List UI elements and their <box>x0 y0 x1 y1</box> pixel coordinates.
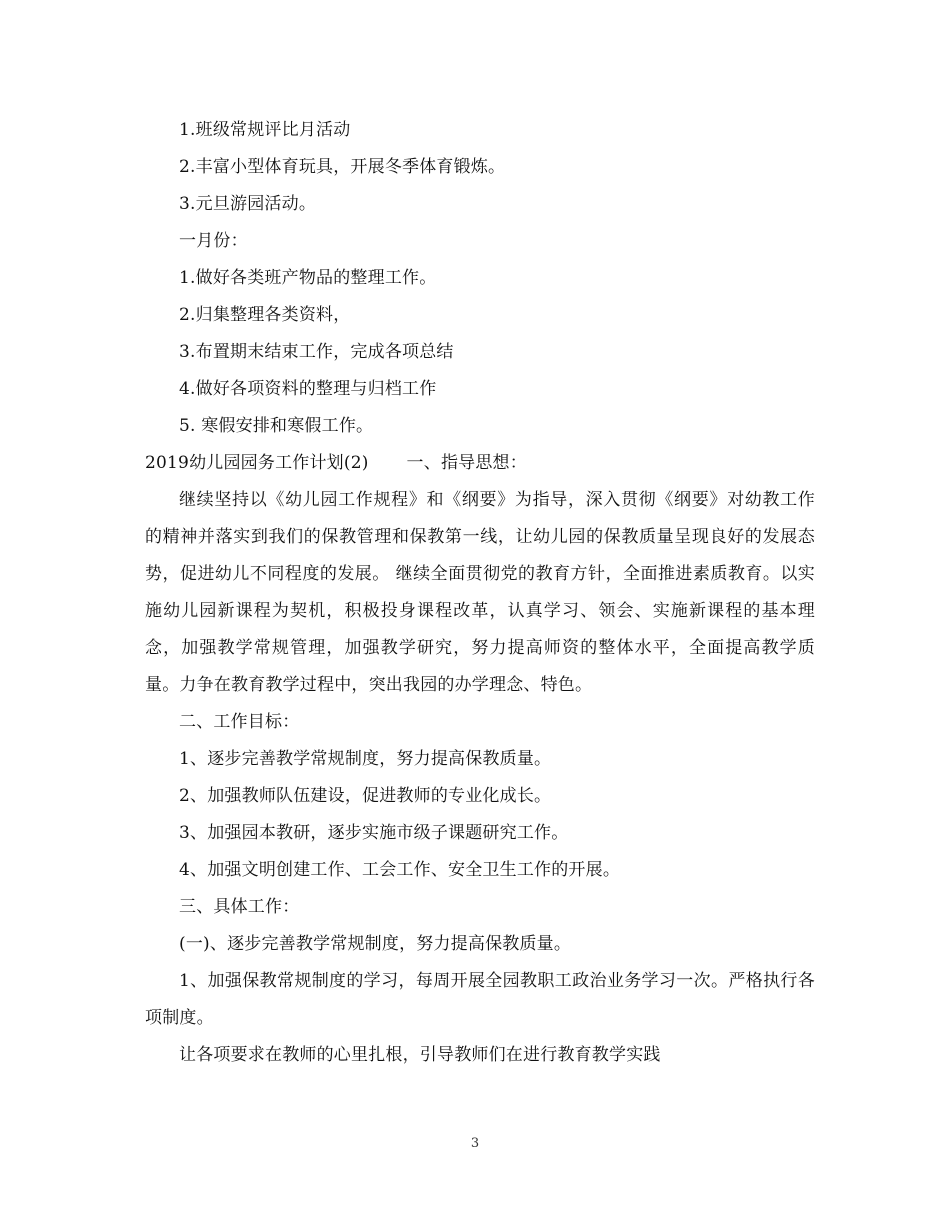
list-item: 2.归集整理各类资料， <box>179 305 351 325</box>
work-paragraph: 让各项要求在教师的心里扎根，引导教师们在进行教育教学实践 <box>179 1045 661 1065</box>
work-item: 1、加强保教常规制度的学习，每周开展全园教职工政治业务学习一次。严格执行各项制度。 <box>145 971 815 1028</box>
work-heading: 三、具体工作： <box>179 897 300 917</box>
section-title-line <box>145 445 815 482</box>
document-body <box>145 112 815 1074</box>
list-item: 5. 寒假安排和寒假工作。 <box>179 416 374 436</box>
guiding-paragraph: 继续坚持以《幼儿园工作规程》和《纲要》为指导，深入贯彻《纲要》对幼教工作的精神并落实到我们的保教管理和保教第一线，让幼儿园的保教质量呈现良好的发展态势，促进幼儿不同程度的发展。 继续全面贯彻党的教育方针，全面推进素质教育。以实施幼儿园新课程为契机，积极投身课程改革，认真学习、领会、实施新课程的基本理念，加强教学常规管理，加强教学研究，努力提高师资的整体水平，全面提高教学质量。力争在教育教学过程中，突出我园的办学理念、特色。 <box>145 490 815 695</box>
work-subheading: (一)、逐步完善教学常规制度，努力提高保教质量。 <box>179 934 572 954</box>
month-heading: 一月份： <box>179 231 248 251</box>
list-item: 1.班级常规评比月活动 <box>179 120 351 140</box>
list-item: 2.丰富小型体育玩具，开展冬季体育锻炼。 <box>179 157 506 177</box>
goal-item: 1、逐步完善教学常规制度，努力提高保教质量。 <box>179 749 552 769</box>
list-item: 4.做好各项资料的整理与归档工作 <box>179 379 437 399</box>
list-item: 3.元旦游园活动。 <box>179 194 317 214</box>
goal-item: 4、加强文明创建工作、工会工作、安全卫生工作的开展。 <box>179 860 621 880</box>
page-number: 3 <box>470 1136 480 1151</box>
list-item: 1.做好各类班产物品的整理工作。 <box>179 268 437 288</box>
goal-item: 3、加强园本教研，逐步实施市级子课题研究工作。 <box>179 823 569 843</box>
goal-item: 2、加强教师队伍建设，促进教师的专业化成长。 <box>179 786 552 806</box>
section-subtitle: 一、指导思想： <box>406 453 527 473</box>
section-title: 2019幼儿园园务工作计划(2) <box>145 453 369 473</box>
goals-heading: 二、工作目标： <box>179 712 300 732</box>
list-item: 3.布置期末结束工作，完成各项总结 <box>179 342 454 362</box>
